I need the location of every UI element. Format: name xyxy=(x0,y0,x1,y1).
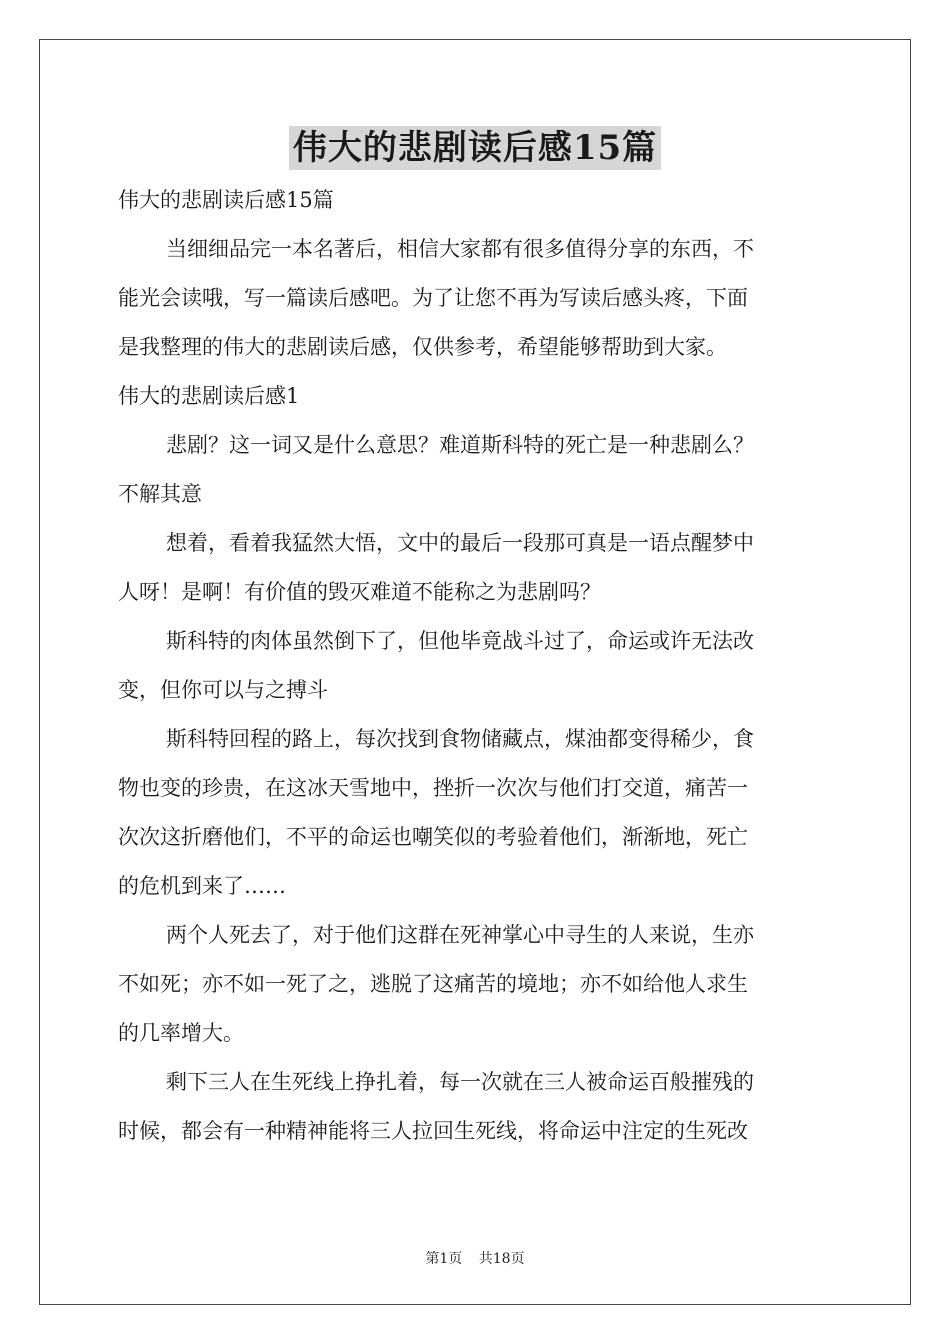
paragraph-line: 两个人死去了，对于他们这群在死神掌心中寻生的人来说，生亦 xyxy=(166,923,754,947)
document-body xyxy=(118,176,834,1156)
page-total: 共18页 xyxy=(478,1251,525,1267)
paragraph-line: 是我整理的伟大的悲剧读后感，仅供参考，希望能够帮助到大家。 xyxy=(118,335,727,359)
document-title: 伟大的悲剧读后感15篇 xyxy=(289,126,661,170)
paragraph-line: 人呀！是啊！有价值的毁灭难道不能称之为悲剧吗？ xyxy=(118,580,601,604)
paragraph xyxy=(118,1058,834,1156)
paragraph-line: 当细细品完一本名著后，相信大家都有很多值得分享的东西，不 xyxy=(166,237,754,261)
paragraph-line: 斯科特回程的路上，每次找到食物储藏点，煤油都变得稀少，食 xyxy=(166,727,754,751)
paragraph-line: 时候，都会有一种精神能将三人拉回生死线，将命运中注定的生死改 xyxy=(118,1119,748,1143)
paragraph-line: 次次这折磨他们，不平的命运也嘲笑似的考验着他们，渐渐地，死亡 xyxy=(118,825,748,849)
paragraph-line: 物也变的珍贵，在这冰天雪地中，挫折一次次与他们打交道，痛苦一 xyxy=(118,776,748,800)
title-container xyxy=(0,126,950,170)
section-heading: 伟大的悲剧读后感1 xyxy=(118,384,300,408)
paragraph-line: 想着，看着我猛然大悟，文中的最后一段那可真是一语点醒梦中 xyxy=(166,531,754,555)
paragraph xyxy=(118,225,834,372)
paragraph xyxy=(118,911,834,1058)
paragraph xyxy=(118,617,834,715)
paragraph-line: 能光会读哦，写一篇读后感吧。为了让您不再为写读后感头疼，下面 xyxy=(118,286,748,310)
paragraph xyxy=(118,421,834,519)
intro-section xyxy=(118,225,834,372)
paragraph-line: 的危机到来了…… xyxy=(118,874,286,898)
page-footer xyxy=(0,1248,950,1268)
section-1-body xyxy=(118,421,834,1156)
page-number: 第1页 xyxy=(425,1251,463,1267)
paragraph-line: 的几率增大。 xyxy=(118,1021,244,1045)
subtitle: 伟大的悲剧读后感15篇 xyxy=(118,188,334,212)
paragraph-line: 悲剧？这一词又是什么意思？难道斯科特的死亡是一种悲剧么？ xyxy=(166,433,754,457)
paragraph-line: 剩下三人在生死线上挣扎着，每一次就在三人被命运百般摧残的 xyxy=(166,1070,754,1094)
paragraph xyxy=(118,519,834,617)
paragraph-line: 不解其意 xyxy=(118,482,202,506)
paragraph xyxy=(118,715,834,911)
paragraph-line: 变，但你可以与之搏斗 xyxy=(118,678,328,702)
paragraph-line: 不如死；亦不如一死了之，逃脱了这痛苦的境地；亦不如给他人求生 xyxy=(118,972,748,996)
paragraph-line: 斯科特的肉体虽然倒下了，但他毕竟战斗过了，命运或许无法改 xyxy=(166,629,754,653)
